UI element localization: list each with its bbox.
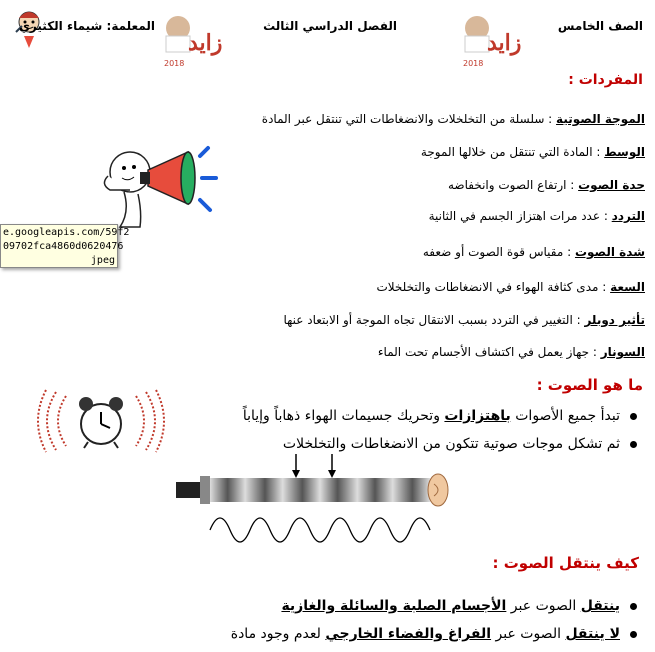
vocab-def: : التغيير في التردد بسبب الانتقال تجاه الموجة أو الابتعاد عنها <box>283 313 585 327</box>
vocab-title: المفردات : <box>568 72 643 88</box>
vocab-term: شدة الصوت <box>574 245 645 259</box>
svg-text:زايد: زايد <box>487 30 522 56</box>
teacher-name: المعلمة: شيماء الكثيري <box>18 19 155 33</box>
vocab-term: التردد <box>611 209 645 223</box>
vocab-def: : مقياس قوة الصوت أو ضعفه <box>422 245 575 259</box>
megaphone-character-icon <box>100 142 225 232</box>
bullet-waves <box>283 436 637 452</box>
vocab-item <box>283 313 645 327</box>
svg-text:2018: 2018 <box>463 59 484 68</box>
bullet-text: وتحريك جسيمات الهواء ذهاباً وإياباً <box>242 408 445 424</box>
bullet-no-travel <box>231 626 637 642</box>
vocab-def: : ارتفاع الصوت وانخفاضه <box>448 178 579 192</box>
bullet-emphasis: لا ينتقل <box>565 626 620 642</box>
grade-label: الصف الخامس <box>557 19 643 33</box>
bullet-emphasis: ينتقل <box>580 598 620 614</box>
bullet-emphasis: الأجسام الصلبة والسائلة والغازية <box>281 598 507 614</box>
vocab-item <box>262 112 645 126</box>
svg-text:زايد: زايد <box>188 30 223 56</box>
vocab-term: حدة الصوت <box>578 178 645 192</box>
tooltip-line: e.googleapis.com/59f2 <box>3 227 130 238</box>
vocab-def: : جهاز يعمل في اكتشاف الأجسام تحت الماء <box>377 345 601 359</box>
bullet-travels-through <box>281 598 637 614</box>
bullet-text: الصوت عبر <box>506 598 581 614</box>
sound-wave-diagram <box>176 454 466 554</box>
what-is-sound-title: ما هو الصوت : <box>536 376 643 394</box>
vocab-item <box>448 178 645 192</box>
ringing-clock-icon <box>36 386 166 456</box>
bullet-text: تبدأ جميع الأصوات <box>510 408 620 424</box>
url-tooltip <box>0 224 130 268</box>
vocab-item <box>429 209 645 223</box>
tooltip-line: jpeg <box>90 255 115 266</box>
term-label: الفصل الدراسي الثالث <box>263 19 397 33</box>
vocab-item <box>376 280 645 294</box>
vocab-term: السونار <box>600 345 645 359</box>
vocab-term: السعة <box>610 280 645 294</box>
vocab-def: : عدد مرات اهتزاز الجسم في الثانية <box>428 209 612 223</box>
svg-text:2018: 2018 <box>164 59 185 68</box>
vocab-def: : المادة التي تنتقل من خلالها الموجة <box>420 145 605 159</box>
bullet-dot <box>630 413 637 420</box>
zayed-year-logo-right <box>457 8 522 70</box>
bullet-text: لعدم وجود مادة <box>230 626 326 642</box>
vocab-term: تأثير دوبلر <box>584 313 645 327</box>
vocab-term: الوسط <box>604 145 645 159</box>
tooltip-line: 09702fca4860d0620476 <box>3 241 124 252</box>
vocab-def: : سلسلة من التخلخلات والانضغاطات التي تنتقل عبر المادة <box>261 112 557 126</box>
bullet-dot <box>630 603 637 610</box>
bullet-dot <box>630 631 637 638</box>
bullet-text: ثم تشكل موجات صوتية تتكون من الانضغاطات والتخلخلات <box>282 436 620 452</box>
vocab-item <box>423 245 645 259</box>
vocab-def: : مدى كثافة الهواء في الانضغاطات والتخلخلات <box>376 280 611 294</box>
how-sound-travels-title: كيف ينتقل الصوت : <box>492 554 639 572</box>
zayed-year-logo-left <box>158 8 223 70</box>
vocab-item <box>378 345 645 359</box>
vocab-term: الموجة الصوتية <box>556 112 645 126</box>
vocab-item <box>421 145 645 159</box>
bullet-emphasis: باهتزازات <box>444 408 511 424</box>
bullet-text: الصوت عبر <box>491 626 566 642</box>
bullet-vibration <box>243 408 637 424</box>
bullet-emphasis: الفراغ والفضاء الخارجي <box>325 626 492 642</box>
bullet-dot <box>630 441 637 448</box>
